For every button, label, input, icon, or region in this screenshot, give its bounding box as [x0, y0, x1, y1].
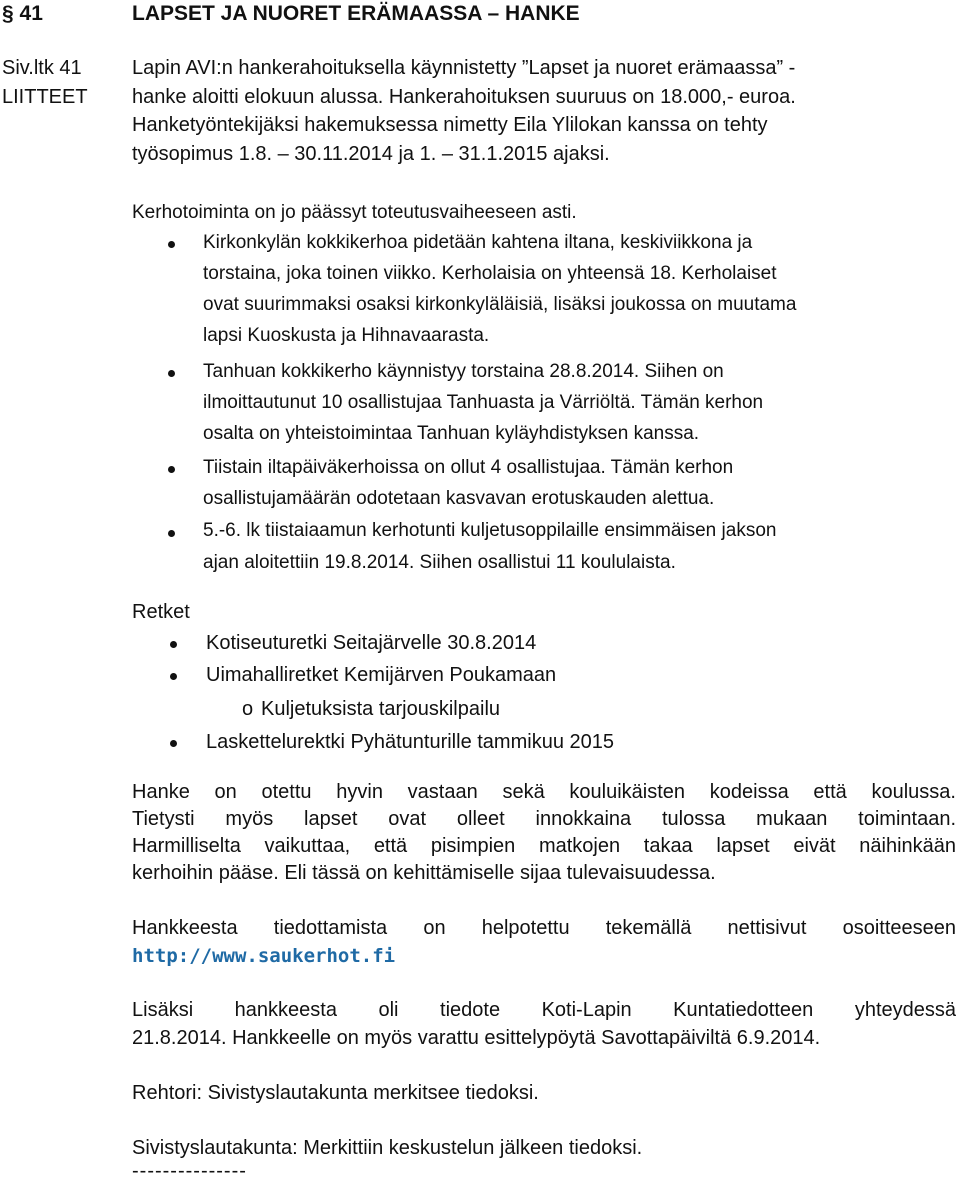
club-item-line: osallistujamäärän odotetaan kasvavan erotuskauden alettua.: [203, 488, 715, 509]
paragraph-line: Harmilliselta vaikuttaa, että pisimpien matkojen takaa lapset eivät näihinkään: [132, 835, 956, 857]
paragraph-line: Tietysti myös lapset ovat olleet innokkaina tulossa mukaan toimintaan.: [132, 808, 956, 830]
club-item-line: Tanhuan kokkikerho käynnistyy torstaina 28.8.2014. Siihen on: [203, 361, 724, 382]
side-reference: Siv.ltk 41: [2, 57, 82, 79]
website-link[interactable]: http://www.saukerhot.fi: [132, 945, 396, 967]
club-item-line: lapsi Kuoskusta ja Hihnavaarasta.: [203, 325, 490, 346]
separator-line: ---------------: [132, 1160, 247, 1182]
intro-line: hanke aloitti elokuun alussa. Hankerahoituksen suuruus on 18.000,- euroa.: [132, 86, 796, 108]
trip-sub-item: Kuljetuksista tarjouskilpailu: [261, 698, 501, 720]
bullet-icon: [170, 740, 177, 747]
club-item-line: torstaina, joka toinen viikko. Kerholaisia on yhteensä 18. Kerholaiset: [203, 263, 777, 284]
sub-bullet-marker: o: [242, 698, 254, 720]
intro-line: työsopimus 1.8. – 30.11.2014 ja 1. – 31.1.2015 ajaksi.: [132, 143, 610, 165]
bullet-icon: [168, 530, 175, 537]
paragraph-line: Hanke on otettu hyvin vastaan sekä kouluikäisten kodeissa että koulussa.: [132, 781, 956, 803]
intro-line: Lapin AVI:n hankerahoituksella käynnistetty ”Lapset ja nuoret erämaassa” -: [132, 57, 796, 79]
bullet-icon: [168, 466, 175, 473]
paragraph-line: Hankkeesta tiedottamista on helpotettu tekemällä nettisivut osoitteeseen: [132, 917, 956, 939]
club-item-line: osalta on yhteistoimintaa Tanhuan kyläyhdistyksen kanssa.: [203, 423, 700, 444]
section-title: LAPSET JA NUORET ERÄMAASSA – HANKE: [132, 2, 580, 25]
intro-line: Hanketyöntekijäksi hakemuksessa nimetty Eila Ylilokan kanssa on tehty: [132, 114, 768, 136]
paragraph-line: Lisäksi hankkeesta oli tiedote Koti-Lapin Kuntatiedotteen yhteydessä: [132, 999, 956, 1021]
bullet-icon: [170, 641, 177, 648]
trip-item: Uimahalliretket Kemijärven Poukamaan: [206, 664, 557, 686]
bullet-icon: [170, 673, 177, 680]
club-heading: Kerhotoiminta on jo päässyt toteutusvaiheeseen asti.: [132, 202, 577, 223]
trips-heading: Retket: [132, 601, 190, 623]
section-number: § 41: [2, 2, 43, 25]
club-item-line: Kirkonkylän kokkikerhoa pidetään kahtena iltana, keskiviikkona ja: [203, 232, 753, 253]
club-item-line: ilmoittautunut 10 osallistujaa Tanhuasta ja Värriöltä. Tämän kerhon: [203, 392, 764, 413]
trip-item: Laskettelurektki Pyhätunturille tammikuu 2015: [206, 731, 614, 753]
paragraph-line: kerhoihin pääse. Eli tässä on kehittämiselle sijaa tulevaisuudessa.: [132, 862, 716, 884]
side-attachments: LIITTEET: [2, 86, 88, 108]
club-item-line: ovat suurimmaksi osaksi kirkonkyläläisiä, lisäksi joukossa on muutama: [203, 294, 797, 315]
bullet-icon: [168, 241, 175, 248]
club-item-line: Tiistain iltapäiväkerhoissa on ollut 4 osallistujaa. Tämän kerhon: [203, 457, 734, 478]
bullet-icon: [168, 370, 175, 377]
rehtori-proposal: Rehtori: Sivistyslautakunta merkitsee tiedoksi.: [132, 1082, 539, 1104]
club-item-line: ajan aloitettiin 19.8.2014. Siihen osallistui 11 koululaista.: [203, 552, 676, 573]
board-decision: Sivistyslautakunta: Merkittiin keskustelun jälkeen tiedoksi.: [132, 1137, 643, 1159]
paragraph-line: 21.8.2014. Hankkeelle on myös varattu esittelypöytä Savottapäiviltä 6.9.2014.: [132, 1027, 821, 1049]
club-item-line: 5.-6. lk tiistaiaamun kerhotunti kuljetusoppilaille ensimmäisen jakson: [203, 520, 777, 541]
trip-item: Kotiseuturetki Seitajärvelle 30.8.2014: [206, 632, 537, 654]
